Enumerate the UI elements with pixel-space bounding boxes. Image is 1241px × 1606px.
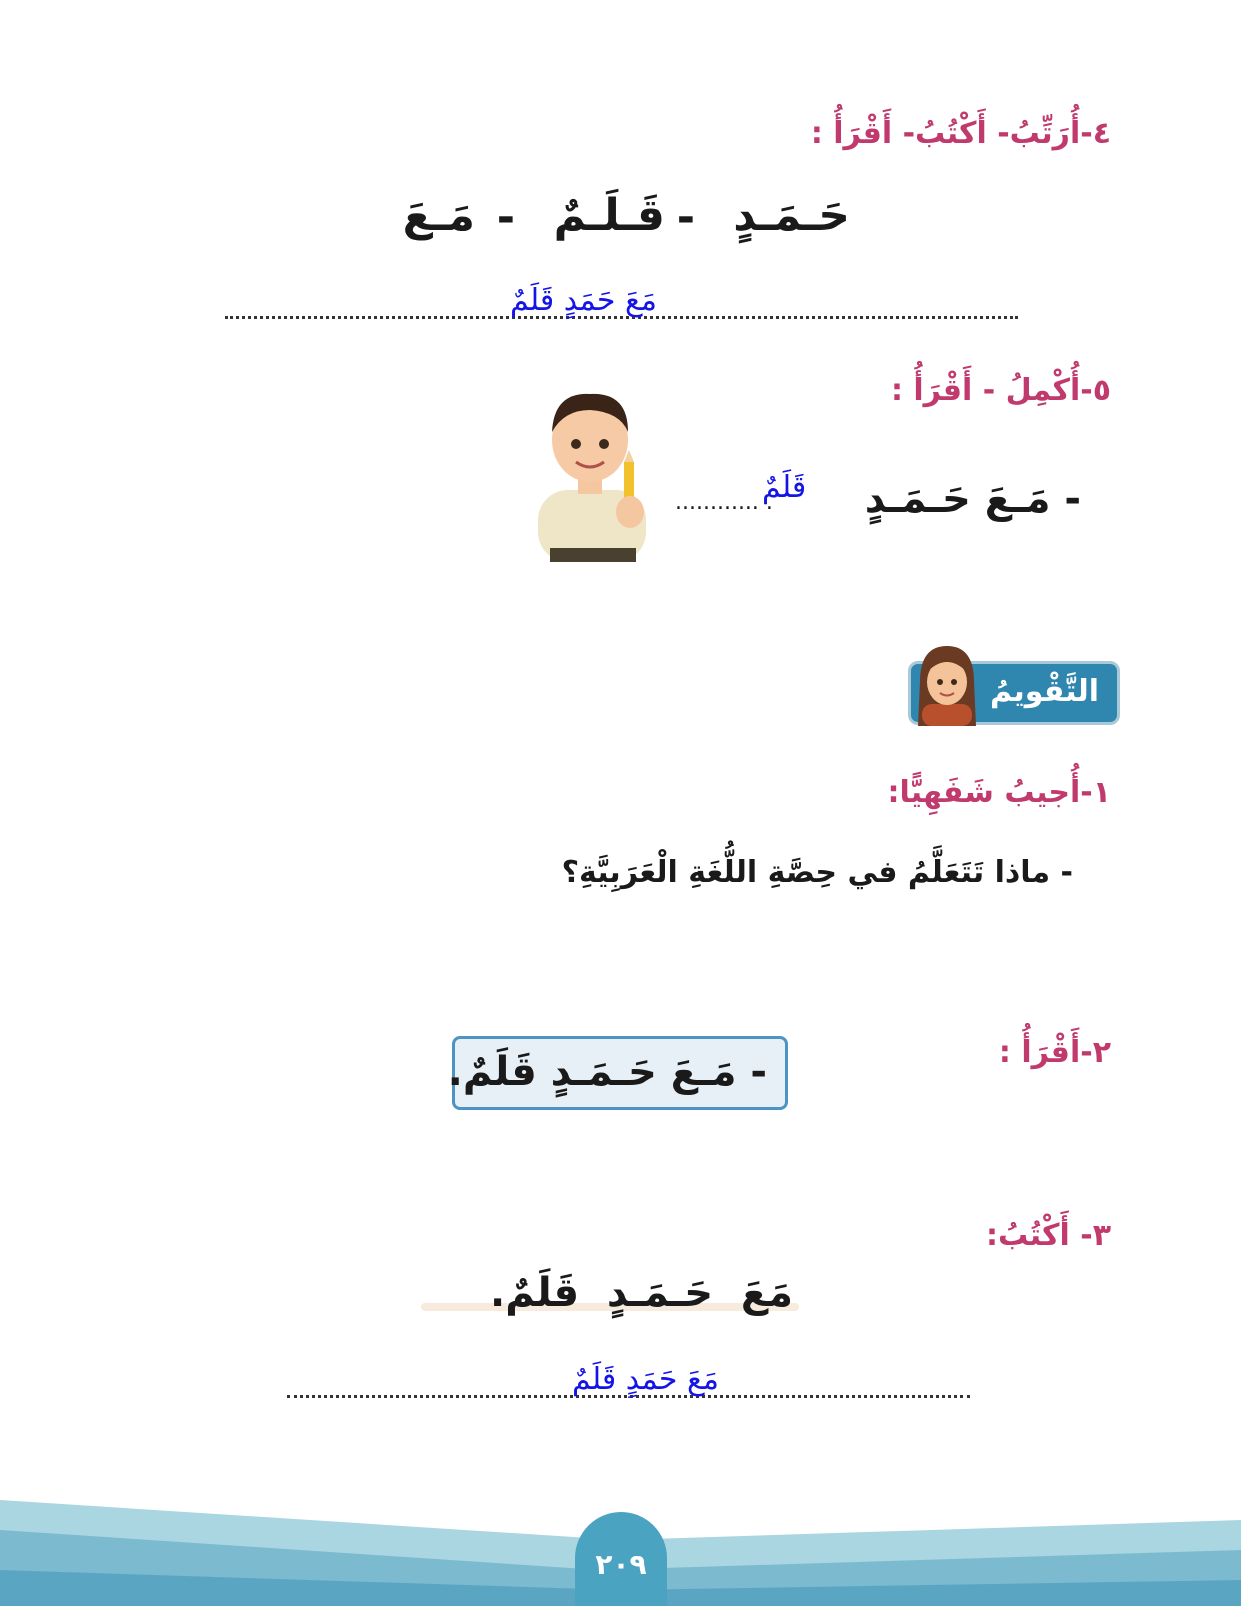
girl-avatar-icon	[912, 642, 982, 726]
read-sentence-box	[447, 1036, 788, 1110]
scrambled-word-1: حَـمَـدٍ	[733, 190, 850, 241]
section4-heading: ٤-أُرَتِّبُ- أَكْتُبُ- أَقْرَأُ :	[810, 116, 1111, 151]
page-number: ٢٠٩	[595, 1548, 647, 1581]
boy-with-pencil-illustration	[530, 382, 670, 562]
q2-heading: ٢-أَقْرَأُ :	[998, 1035, 1111, 1070]
handwritten-answer-3: مَعَ حَمَدٍ قَلَمٌ	[572, 1362, 719, 1397]
q1-question: - ماذا تَتَعَلَّمُ في حِصَّةِ اللُّغَةِ الْعَرَبِيَّةِ؟	[561, 855, 1073, 890]
evaluation-title: التَّقْويمُ	[990, 674, 1099, 709]
q3-heading: ٣- أَكْتُبُ:	[986, 1218, 1111, 1253]
separator-1: -	[676, 192, 695, 243]
scrambled-words	[390, 190, 850, 270]
scrambled-word-2: قَـلَـمٌ	[553, 190, 665, 241]
handwritten-blank-answer: قَلَمٌ	[762, 470, 807, 505]
scrambled-word-3: مَـعَ	[402, 190, 475, 241]
section5-heading: ٥-أُكْمِلُ - أَقْرَأُ :	[890, 373, 1111, 408]
section5-dots[interactable]: ............ .	[675, 490, 773, 515]
q1-heading: ١-أُجيبُ شَفَهِيًّا:	[887, 775, 1111, 810]
q2-sentence: - مَـعَ حَـمَـدٍ قَلَمٌ.	[447, 1049, 767, 1095]
section5-sentence: - مَـعَ حَـمَـدٍ	[864, 476, 1081, 522]
q3-model-sentence: مَعَ حَـمَـدٍ قَلَمٌ.	[490, 1270, 793, 1316]
handwritten-answer-4: مَعَ حَمَدٍ قَلَمٌ	[510, 283, 657, 318]
separator-2: -	[496, 192, 515, 243]
